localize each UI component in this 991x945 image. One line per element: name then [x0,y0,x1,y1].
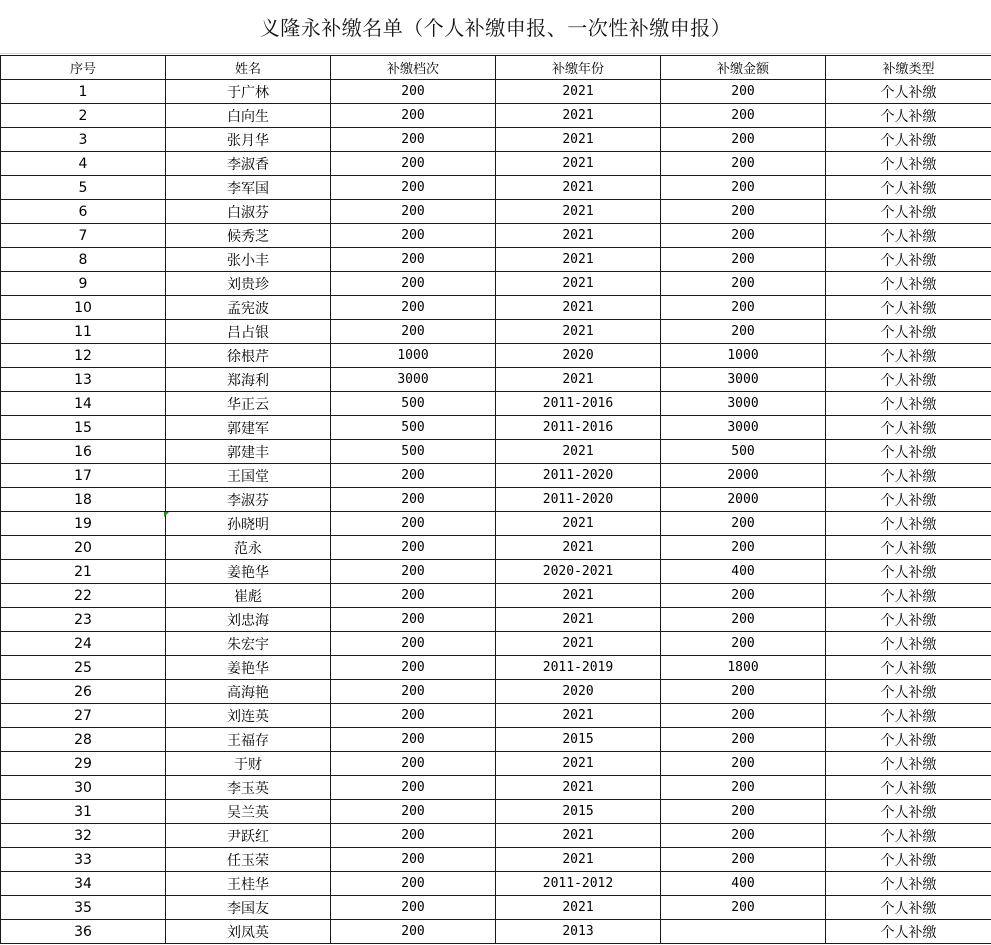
cell-amount[interactable]: 200 [661,848,826,872]
cell-name[interactable]: 刘凤英 [166,920,331,944]
cell-amount[interactable]: 200 [661,176,826,200]
table-row [1,584,991,608]
cell-year[interactable]: 2021 [496,440,661,464]
cell-year[interactable]: 2021 [496,320,661,344]
cell-no[interactable]: 20 [1,536,166,560]
cell-type[interactable]: 个人补缴 [826,464,991,488]
cell-name[interactable]: 尹跃红 [166,824,331,848]
cell-amount[interactable]: 2000 [661,488,826,512]
cell-tier[interactable]: 200 [331,632,496,656]
cell-tier[interactable]: 200 [331,920,496,944]
roster-body [1,80,991,944]
cell-amount[interactable]: 3000 [661,368,826,392]
cell-name[interactable]: 郑海利 [166,368,331,392]
cell-tier[interactable]: 3000 [331,368,496,392]
cell-tier[interactable]: 500 [331,392,496,416]
cell-tier[interactable]: 200 [331,848,496,872]
cell-amount[interactable]: 200 [661,752,826,776]
cell-year[interactable]: 2020-2021 [496,560,661,584]
cell-amount[interactable]: 200 [661,800,826,824]
table-row [1,680,991,704]
cell-year[interactable]: 2021 [496,704,661,728]
cell-no[interactable]: 7 [1,224,166,248]
table-row [1,80,991,104]
cell-tier[interactable]: 200 [331,560,496,584]
cell-type[interactable]: 个人补缴 [826,368,991,392]
cell-type[interactable]: 个人补缴 [826,680,991,704]
cell-tier[interactable]: 200 [331,320,496,344]
cell-name[interactable]: 李淑芬 [166,488,331,512]
cell-no[interactable]: 27 [1,704,166,728]
cell-year[interactable]: 2021 [496,248,661,272]
cell-year[interactable]: 2021 [496,272,661,296]
table-row [1,608,991,632]
cell-type[interactable]: 个人补缴 [826,176,991,200]
cell-year[interactable]: 2011-2019 [496,656,661,680]
table-row [1,824,991,848]
header-row [1,56,991,80]
table-row [1,368,991,392]
cell-name[interactable]: 徐根芹 [166,344,331,368]
cell-no[interactable]: 25 [1,656,166,680]
cell-name[interactable]: 王桂华 [166,872,331,896]
cell-type[interactable]: 个人补缴 [826,392,991,416]
cell-type[interactable]: 个人补缴 [826,80,991,104]
header-cell-no[interactable]: 序号 [1,56,166,80]
cell-no[interactable]: 12 [1,344,166,368]
cell-no[interactable]: 6 [1,200,166,224]
cell-amount[interactable]: 400 [661,872,826,896]
cell-tier[interactable]: 200 [331,776,496,800]
cell-type[interactable]: 个人补缴 [826,584,991,608]
cell-amount[interactable]: 200 [661,632,826,656]
cell-amount[interactable]: 200 [661,584,826,608]
cell-amount[interactable]: 200 [661,80,826,104]
cell-year[interactable]: 2021 [496,896,661,920]
cell-name[interactable]: 李淑香 [166,152,331,176]
table-row [1,152,991,176]
cell-tier[interactable]: 200 [331,512,496,536]
cell-year[interactable]: 2021 [496,176,661,200]
table-row [1,272,991,296]
cell-tier[interactable]: 1000 [331,344,496,368]
cell-year[interactable]: 2021 [496,104,661,128]
cell-no[interactable]: 19 [1,512,166,536]
table-row [1,512,991,536]
table-row [1,464,991,488]
cell-type[interactable]: 个人补缴 [826,536,991,560]
cell-tier[interactable]: 200 [331,752,496,776]
cell-amount[interactable]: 200 [661,272,826,296]
cell-type[interactable]: 个人补缴 [826,728,991,752]
cell-amount[interactable]: 200 [661,512,826,536]
cell-amount[interactable]: 200 [661,680,826,704]
cell-year[interactable]: 2015 [496,728,661,752]
cell-tier[interactable]: 200 [331,824,496,848]
cell-year[interactable]: 2021 [496,752,661,776]
cell-name[interactable]: 刘贵珍 [166,272,331,296]
table-row [1,296,991,320]
cell-year[interactable]: 2011-2016 [496,416,661,440]
cell-no[interactable]: 5 [1,176,166,200]
cell-no[interactable]: 9 [1,272,166,296]
cell-type[interactable]: 个人补缴 [826,608,991,632]
table-row [1,920,991,944]
cell-year[interactable]: 2021 [496,200,661,224]
cell-amount[interactable]: 200 [661,608,826,632]
cell-no[interactable]: 10 [1,296,166,320]
cell-year[interactable]: 2021 [496,296,661,320]
cell-tier[interactable]: 200 [331,176,496,200]
cell-type[interactable]: 个人补缴 [826,248,991,272]
cell-type[interactable]: 个人补缴 [826,872,991,896]
cell-amount[interactable]: 200 [661,728,826,752]
cell-amount[interactable]: 200 [661,248,826,272]
cell-no[interactable]: 31 [1,800,166,824]
cell-comment-marker [164,512,169,517]
cell-year[interactable]: 2015 [496,800,661,824]
cell-no[interactable]: 30 [1,776,166,800]
cell-name[interactable]: 候秀芝 [166,224,331,248]
cell-amount[interactable]: 3000 [661,392,826,416]
table-row [1,536,991,560]
cell-year[interactable]: 2021 [496,80,661,104]
cell-no[interactable]: 8 [1,248,166,272]
cell-year[interactable]: 2020 [496,344,661,368]
table-row [1,176,991,200]
cell-type[interactable]: 个人补缴 [826,344,991,368]
table-row [1,488,991,512]
cell-year[interactable]: 2011-2012 [496,872,661,896]
cell-no[interactable]: 21 [1,560,166,584]
cell-name[interactable]: 王国堂 [166,464,331,488]
cell-tier[interactable]: 200 [331,800,496,824]
cell-tier[interactable]: 200 [331,296,496,320]
table-row [1,200,991,224]
cell-type[interactable]: 个人补缴 [826,512,991,536]
cell-name[interactable]: 任玉荣 [166,848,331,872]
cell-year[interactable]: 2021 [496,848,661,872]
cell-name[interactable]: 姜艳华 [166,656,331,680]
cell-name[interactable]: 刘连英 [166,704,331,728]
cell-no[interactable]: 22 [1,584,166,608]
cell-amount[interactable]: 3000 [661,416,826,440]
cell-amount[interactable]: 200 [661,896,826,920]
cell-type[interactable]: 个人补缴 [826,488,991,512]
cell-no[interactable]: 32 [1,824,166,848]
cell-no[interactable]: 11 [1,320,166,344]
table-row [1,224,991,248]
cell-tier[interactable]: 200 [331,464,496,488]
cell-amount[interactable]: 1000 [661,344,826,368]
cell-name[interactable]: 于广林 [166,80,331,104]
cell-amount[interactable]: 1800 [661,656,826,680]
table-row [1,896,991,920]
cell-name[interactable]: 白淑芬 [166,200,331,224]
cell-name[interactable]: 刘忠海 [166,608,331,632]
cell-type[interactable]: 个人补缴 [826,440,991,464]
cell-amount[interactable] [661,920,826,944]
cell-type[interactable]: 个人补缴 [826,632,991,656]
cell-amount[interactable]: 200 [661,824,826,848]
cell-name[interactable]: 王福存 [166,728,331,752]
cell-year[interactable]: 2021 [496,584,661,608]
cell-no[interactable]: 26 [1,680,166,704]
cell-type[interactable]: 个人补缴 [826,224,991,248]
cell-year[interactable]: 2021 [496,608,661,632]
cell-type[interactable]: 个人补缴 [826,776,991,800]
cell-name[interactable]: 李玉英 [166,776,331,800]
cell-no[interactable]: 1 [1,80,166,104]
cell-tier[interactable]: 200 [331,488,496,512]
cell-year[interactable]: 2011-2020 [496,464,661,488]
cell-no[interactable]: 28 [1,728,166,752]
cell-no[interactable]: 15 [1,416,166,440]
cell-amount[interactable]: 200 [661,536,826,560]
cell-no[interactable]: 2 [1,104,166,128]
table-row [1,704,991,728]
cell-type[interactable]: 个人补缴 [826,416,991,440]
cell-name[interactable]: 高海艳 [166,680,331,704]
cell-type[interactable]: 个人补缴 [826,560,991,584]
cell-year[interactable]: 2011-2020 [496,488,661,512]
cell-amount[interactable]: 200 [661,152,826,176]
cell-amount[interactable]: 200 [661,224,826,248]
cell-tier[interactable]: 200 [331,680,496,704]
cell-year[interactable]: 2011-2016 [496,392,661,416]
table-row [1,728,991,752]
cell-type[interactable]: 个人补缴 [826,104,991,128]
cell-name[interactable]: 李军国 [166,176,331,200]
cell-type[interactable]: 个人补缴 [826,128,991,152]
cell-amount[interactable]: 200 [661,704,826,728]
table-row [1,248,991,272]
sheet-title[interactable]: 义隆永补缴名单（个人补缴申报、一次性补缴申报） [0,0,991,54]
cell-no[interactable]: 13 [1,368,166,392]
header-cell-tier[interactable]: 补缴档次 [331,56,496,80]
header-cell-name[interactable]: 姓名 [166,56,331,80]
cell-amount[interactable]: 200 [661,104,826,128]
cell-name[interactable]: 郭建丰 [166,440,331,464]
cell-name[interactable]: 白向生 [166,104,331,128]
table-row [1,104,991,128]
cell-name[interactable]: 吴兰英 [166,800,331,824]
cell-name[interactable]: 朱宏宇 [166,632,331,656]
cell-no[interactable]: 36 [1,920,166,944]
cell-type[interactable]: 个人补缴 [826,848,991,872]
cell-tier[interactable]: 500 [331,440,496,464]
cell-amount[interactable]: 500 [661,440,826,464]
cell-tier[interactable]: 200 [331,200,496,224]
cell-type[interactable]: 个人补缴 [826,800,991,824]
table-row [1,848,991,872]
cell-type[interactable]: 个人补缴 [826,296,991,320]
cell-year[interactable]: 2021 [496,776,661,800]
cell-type[interactable]: 个人补缴 [826,824,991,848]
cell-amount[interactable]: 400 [661,560,826,584]
header-cell-year[interactable]: 补缴年份 [496,56,661,80]
cell-no[interactable]: 16 [1,440,166,464]
cell-tier[interactable]: 200 [331,704,496,728]
table-row [1,344,991,368]
cell-tier[interactable]: 200 [331,104,496,128]
cell-type[interactable]: 个人补缴 [826,152,991,176]
cell-no[interactable]: 18 [1,488,166,512]
cell-name[interactable]: 张小丰 [166,248,331,272]
cell-no[interactable]: 23 [1,608,166,632]
cell-type[interactable]: 个人补缴 [826,320,991,344]
cell-name[interactable]: 华正云 [166,392,331,416]
cell-tier[interactable]: 200 [331,248,496,272]
cell-no[interactable]: 14 [1,392,166,416]
cell-tier[interactable]: 200 [331,128,496,152]
cell-year[interactable]: 2021 [496,632,661,656]
cell-name[interactable]: 于财 [166,752,331,776]
cell-name[interactable]: 范永 [166,536,331,560]
table-row [1,752,991,776]
cell-year[interactable]: 2021 [496,224,661,248]
table-row [1,632,991,656]
cell-tier[interactable]: 200 [331,896,496,920]
cell-tier[interactable]: 200 [331,224,496,248]
table-row [1,776,991,800]
cell-type[interactable]: 个人补缴 [826,752,991,776]
cell-year[interactable]: 2021 [496,152,661,176]
table-row [1,440,991,464]
cell-tier[interactable]: 200 [331,656,496,680]
table-row [1,560,991,584]
cell-amount[interactable]: 200 [661,320,826,344]
cell-tier[interactable]: 200 [331,584,496,608]
table-row [1,872,991,896]
cell-year[interactable]: 2021 [496,128,661,152]
cell-name[interactable]: 张月华 [166,128,331,152]
table-row [1,320,991,344]
cell-tier[interactable]: 200 [331,608,496,632]
cell-type[interactable]: 个人补缴 [826,272,991,296]
cell-tier[interactable]: 200 [331,152,496,176]
cell-name[interactable]: 吕占银 [166,320,331,344]
table-row [1,128,991,152]
cell-name[interactable]: 崔彪 [166,584,331,608]
cell-type[interactable]: 个人补缴 [826,896,991,920]
cell-name[interactable]: 郭建军 [166,416,331,440]
cell-amount[interactable]: 200 [661,128,826,152]
cell-amount[interactable]: 200 [661,296,826,320]
cell-year[interactable]: 2020 [496,680,661,704]
roster-table [0,55,991,944]
table-row [1,656,991,680]
cell-no[interactable]: 29 [1,752,166,776]
cell-type[interactable]: 个人补缴 [826,704,991,728]
cell-no[interactable]: 35 [1,896,166,920]
cell-amount[interactable]: 200 [661,200,826,224]
cell-tier[interactable]: 200 [331,272,496,296]
header-cell-amount[interactable]: 补缴金额 [661,56,826,80]
cell-tier[interactable]: 200 [331,728,496,752]
header-cell-type[interactable]: 补缴类型 [826,56,991,80]
cell-year[interactable]: 2021 [496,368,661,392]
cell-no[interactable]: 4 [1,152,166,176]
cell-year[interactable]: 2021 [496,512,661,536]
cell-no[interactable]: 33 [1,848,166,872]
cell-name[interactable]: 孟宪波 [166,296,331,320]
cell-type[interactable]: 个人补缴 [826,656,991,680]
cell-no[interactable]: 24 [1,632,166,656]
table-row [1,800,991,824]
cell-type[interactable]: 个人补缴 [826,920,991,944]
cell-amount[interactable]: 200 [661,776,826,800]
cell-tier[interactable]: 200 [331,536,496,560]
cell-name[interactable]: 李国友 [166,896,331,920]
cell-year[interactable]: 2021 [496,824,661,848]
cell-type[interactable]: 个人补缴 [826,200,991,224]
cell-year[interactable]: 2021 [496,536,661,560]
cell-amount[interactable]: 2000 [661,464,826,488]
cell-tier[interactable]: 500 [331,416,496,440]
cell-year[interactable]: 2013 [496,920,661,944]
cell-no[interactable]: 17 [1,464,166,488]
cell-no[interactable]: 3 [1,128,166,152]
cell-tier[interactable]: 200 [331,80,496,104]
cell-tier[interactable]: 200 [331,872,496,896]
cell-no[interactable]: 34 [1,872,166,896]
cell-name[interactable]: 孙晓明 [166,512,331,536]
table-row [1,416,991,440]
table-row [1,392,991,416]
cell-name[interactable]: 姜艳华 [166,560,331,584]
